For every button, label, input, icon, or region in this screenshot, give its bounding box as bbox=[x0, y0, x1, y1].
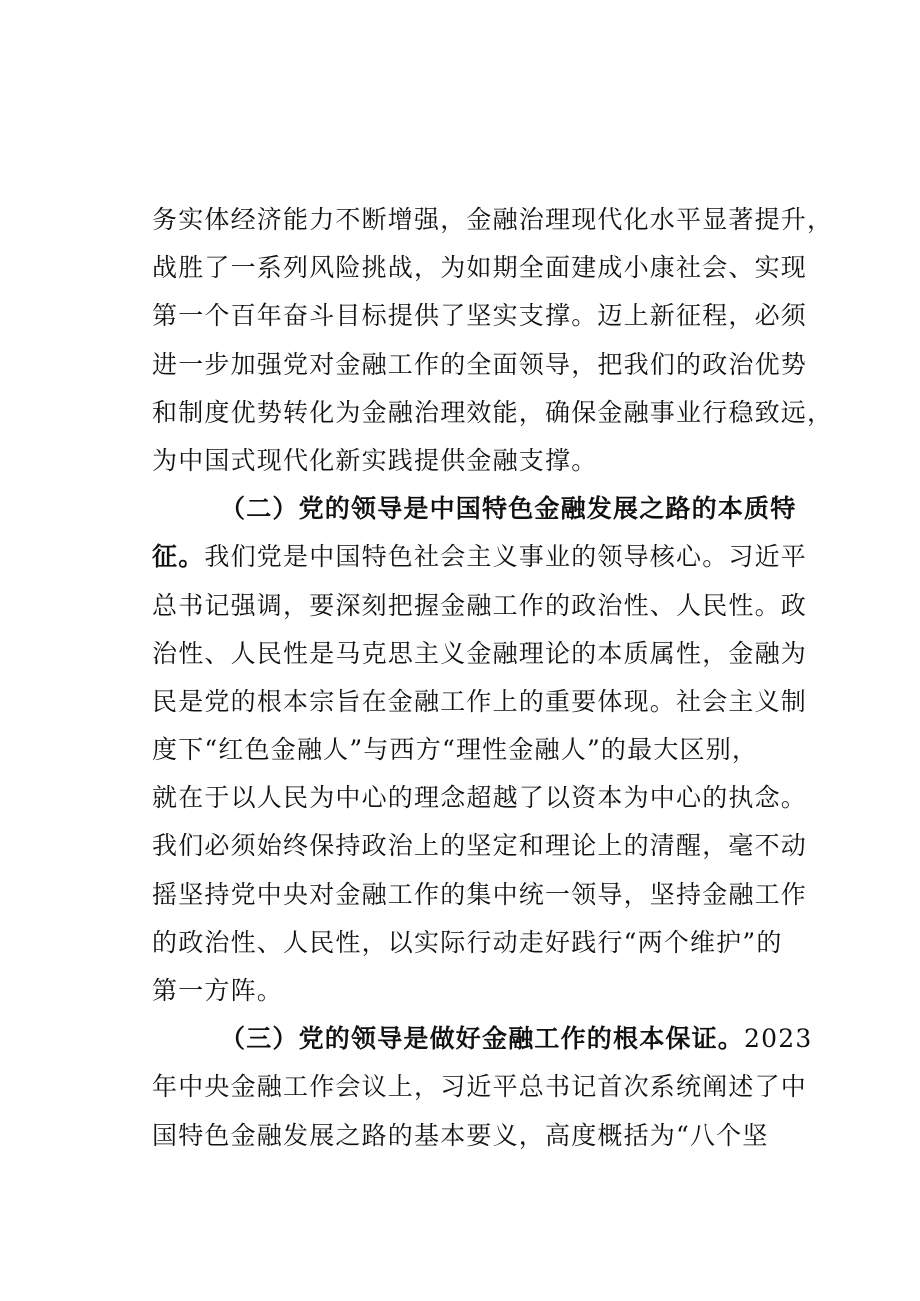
text-line bbox=[152, 822, 808, 870]
body-text-segment: 进一步加强党对金融工作的全面领导，把我们的政治优势 bbox=[152, 349, 808, 379]
text-line bbox=[152, 1015, 813, 1063]
text-line bbox=[152, 196, 834, 244]
body-text-segment: 总书记强调，要深刻把握金融工作的政治性、人民性。政 bbox=[152, 590, 808, 620]
body-text-segment: 务实体经济能力不断增强，金融治理现代化水平显著提升， bbox=[152, 205, 834, 234]
text-line bbox=[152, 630, 808, 678]
body-text-segment: 和制度优势转化为金融治理效能，确保金融事业行稳致远， bbox=[152, 397, 834, 427]
text-line bbox=[152, 292, 808, 340]
body-text-segment: 的政治性、人民性，以实际行动走好践行“两个维护”的 bbox=[152, 927, 783, 957]
body-text-segment: 就在于以人民为中心的理念超越了以资本为中心的执念。 bbox=[152, 783, 808, 813]
body-text-segment: 摇坚持党中央对金融工作的集中统一领导，坚持金融工作 bbox=[152, 879, 808, 909]
body-text-segment: 国特色金融发展之路的基本要义，高度概括为“八个坚 bbox=[152, 1120, 769, 1150]
text-line bbox=[152, 1112, 782, 1160]
text-line bbox=[152, 1063, 808, 1111]
text-line bbox=[152, 389, 834, 437]
body-text-segment: 民是党的根本宗旨在金融工作上的重要体现。社会主义制 bbox=[152, 686, 808, 716]
text-line bbox=[152, 485, 797, 533]
body-text-segment: 2023 bbox=[744, 1024, 813, 1054]
heading-text: （三）党的领导是做好金融工作的根本保证。 bbox=[220, 1024, 745, 1054]
body-text-segment: 我们必须始终保持政治上的坚定和理论上的清醒，毫不动 bbox=[152, 831, 808, 861]
text-line bbox=[152, 582, 808, 630]
text-line bbox=[152, 341, 808, 389]
text-line bbox=[152, 774, 808, 822]
body-text-segment: 治性、人民性是马克思主义金融理论的本质属性，金融为 bbox=[152, 638, 808, 668]
body-text-segment: 年中央金融工作会议上，习近平总书记首次系统阐述了中 bbox=[152, 1072, 808, 1102]
text-line bbox=[152, 678, 808, 726]
text-line bbox=[152, 533, 808, 581]
text-line bbox=[152, 871, 808, 919]
body-text-segment: 战胜了一系列风险挑战，为如期全面建成小康社会、实现 bbox=[152, 253, 808, 283]
body-text-segment: 为中国式现代化新实践提供金融支撑。 bbox=[152, 445, 598, 475]
text-line bbox=[152, 437, 782, 485]
text-line bbox=[152, 244, 808, 292]
body-text-segment: 度下“红色金融人”与西方“理性金融人”的最大区别， bbox=[152, 735, 759, 765]
body-text-segment: 我们党是中国特色社会主义事业的领导核心。习近平 bbox=[204, 542, 808, 572]
body-text-segment: 第一方阵。 bbox=[152, 976, 284, 1005]
heading-text: （二）党的领导是中国特色金融发展之路的本质特 bbox=[220, 494, 797, 524]
body-text bbox=[152, 196, 834, 1160]
text-line bbox=[152, 919, 782, 967]
text-line bbox=[152, 967, 782, 1015]
heading-text: 征。 bbox=[152, 542, 205, 572]
text-line bbox=[152, 726, 782, 774]
body-text-segment: 第一个百年奋斗目标提供了坚实支撑。迈上新征程，必须 bbox=[152, 301, 808, 331]
